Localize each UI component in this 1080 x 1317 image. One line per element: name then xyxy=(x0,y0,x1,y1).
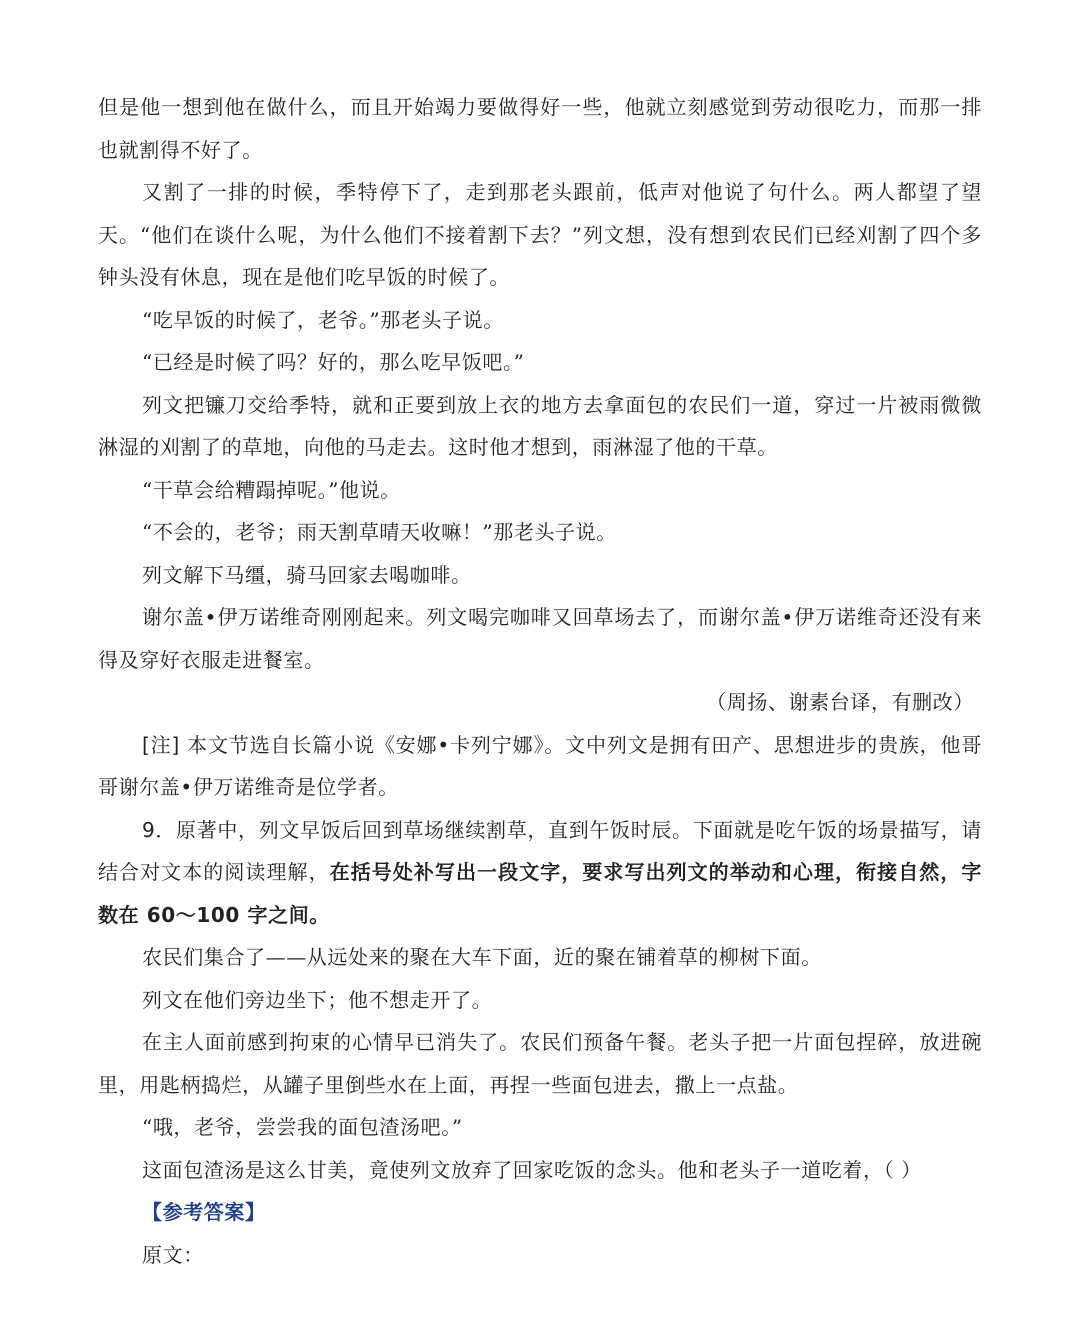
story-paragraph-1: 但是他一想到他在做什么，而且开始竭力要做得好一些，他就立刻感觉到劳动很吃力，而那一排也就割得不好了。 xyxy=(98,95,982,162)
excerpt-paragraph-2: 列文在他们旁边坐下；他不想走开了。 xyxy=(142,987,493,1012)
question-intro: 9．原著中，列文早饭后回到草场继续割草，直到午饭时辰。下面就是吃午饭的场景描写，请结合对文本的阅读理解， xyxy=(98,817,982,884)
footnote: [注] 本文节选自长篇小说《安娜•卡列宁娜》。文中列文是拥有田产、思想进步的贵族，他哥哥谢尔盖•伊万诺维奇是位学者。 xyxy=(98,732,982,799)
excerpt-paragraph-1: 农民们集合了——从远处来的聚在大车下面，近的聚在铺着草的柳树下面。 xyxy=(142,945,822,969)
question-requirement: 在括号处补写出一段文字，要求写出列文的举动和心理，衔接自然，字数在 60～100 字之间。 xyxy=(98,860,982,927)
excerpt-paragraph-3: 在主人面前感到拘束的心情早已消失了。农民们预备午餐。老头子把一片面包捏碎，放进碗里，用匙柄捣烂，从罐子里倒些水在上面，再捏一些面包进去，撒上一点盐。 xyxy=(98,1030,982,1097)
excerpt-paragraph-5: 这面包渣汤是这么甘美，竟使列文放弃了回家吃饭的念头。他和老头子一道吃着，（ ） xyxy=(142,1157,922,1182)
story-paragraph-9: 谢尔盖•伊万诺维奇刚刚起来。列文喝完咖啡又回草场去了，而谢尔盖•伊万诺维奇还没有来得及穿好衣服走进餐室。 xyxy=(98,605,982,672)
story-paragraph-3: “吃早饭的时候了，老爷。”那老头子说。 xyxy=(142,307,504,332)
excerpt-paragraph-4: “哦，老爷，尝尝我的面包渣汤吧。” xyxy=(142,1115,463,1139)
answer-original-label: 原文： xyxy=(142,1242,204,1267)
story-paragraph-4: “已经是时候了吗？好的，那么吃早饭吧。” xyxy=(142,350,525,374)
story-paragraph-2: 又割了一排的时候，季特停下了，走到那老头跟前，低声对他说了句什么。两人都望了望天。“他们在谈什么呢，为什么他们不接着割下去？”列文想，没有想到农民们已经刈割了四个多钟头没有休息，现在是他们吃早饭的时候了。 xyxy=(98,180,982,289)
story-paragraph-5: 列文把镰刀交给季特，就和正要到放上衣的地方去拿面包的农民们一道，穿过一片被雨微微淋湿的刈割了的草地，向他的马走去。这时他才想到，雨淋湿了他的干草。 xyxy=(98,392,982,459)
translation-source: （周扬、谢素台译，有删改） xyxy=(706,690,974,714)
story-paragraph-7: “不会的，老爷；雨天割草晴天收嘛！”那老头子说。 xyxy=(142,520,617,544)
story-paragraph-6: “干草会给糟蹋掉呢。”他说。 xyxy=(142,477,401,502)
answer-label: 【参考答案】 xyxy=(142,1200,266,1224)
question-9 xyxy=(98,809,982,937)
story-paragraph-8: 列文解下马缰，骑马回家去喝咖啡。 xyxy=(142,562,472,587)
